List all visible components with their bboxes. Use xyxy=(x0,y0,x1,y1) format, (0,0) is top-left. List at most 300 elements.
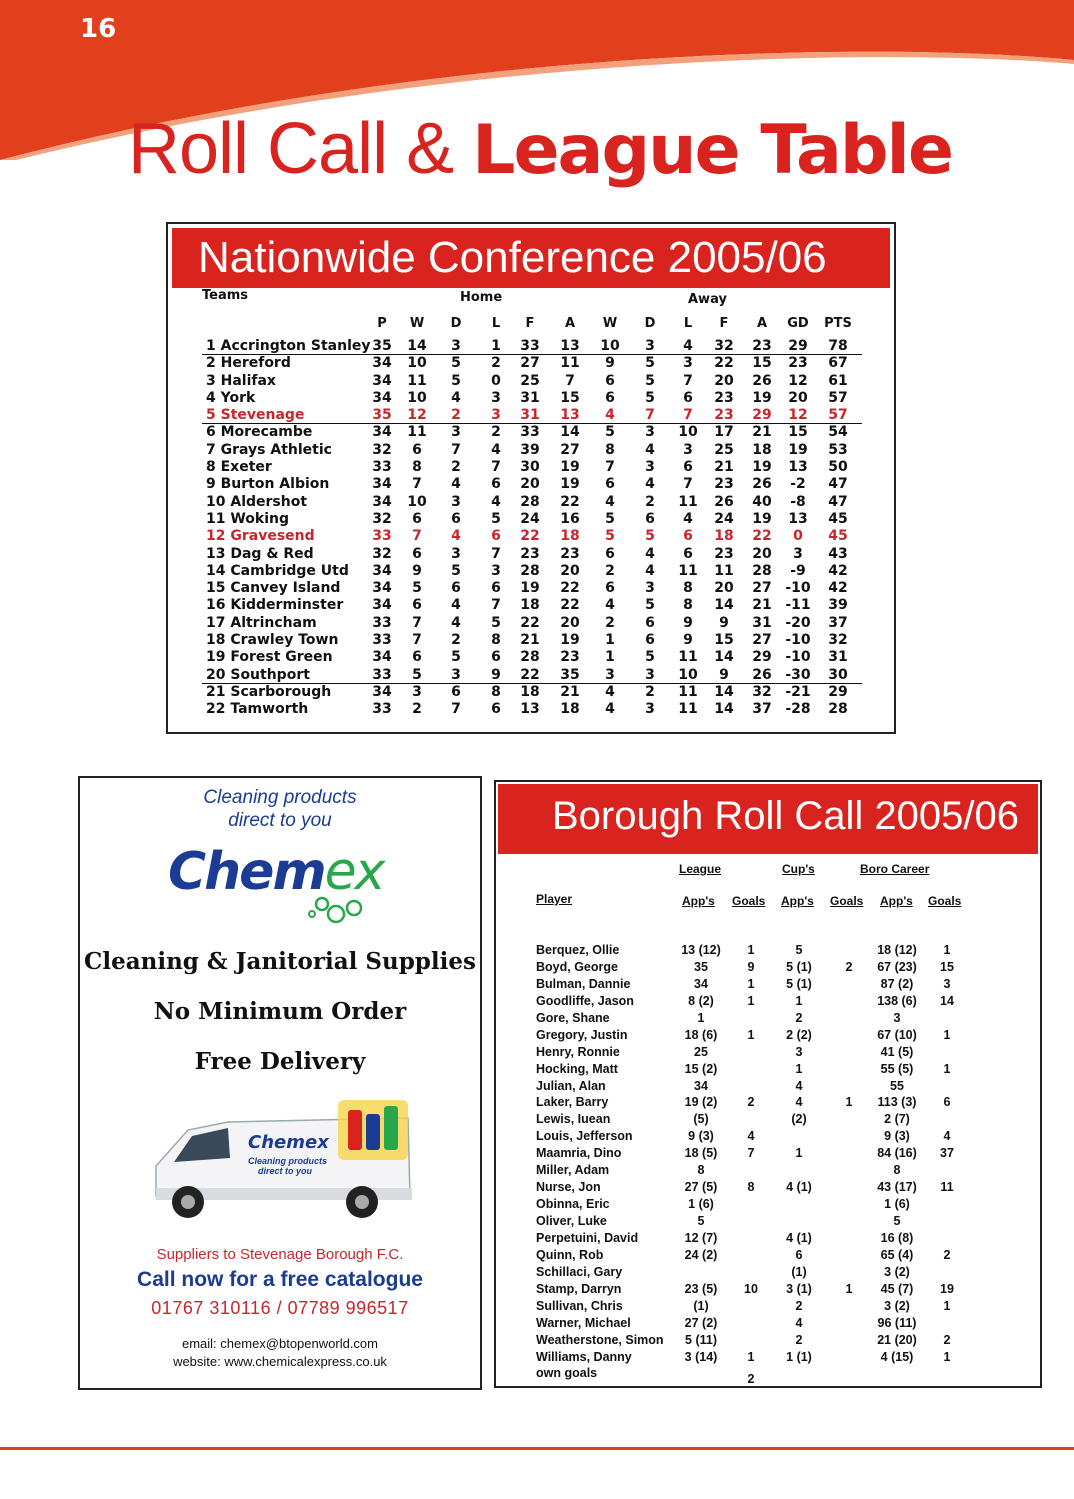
stat-ba: 21 (20) xyxy=(877,1332,917,1347)
stat-cell: 5 xyxy=(451,355,461,372)
stat-la: 5 (11) xyxy=(685,1332,717,1347)
roll-call-row xyxy=(536,1247,1036,1264)
roll-call-row xyxy=(536,942,1036,959)
home-label: Home xyxy=(460,290,503,305)
stat-cell: 42 xyxy=(828,580,848,597)
league-row xyxy=(202,355,862,372)
stat-cell: 6 xyxy=(412,597,422,614)
stat-cell: 7 xyxy=(605,459,615,476)
page-title-part1: Roll Call & xyxy=(128,109,473,189)
league-row xyxy=(202,407,862,424)
stat-cell: 11 xyxy=(560,355,580,372)
stat-cell: 27 xyxy=(752,632,772,649)
stat-cell: 10 xyxy=(407,389,427,406)
player-name: Sullivan, Chris xyxy=(536,1298,623,1313)
stat-cell: 6 xyxy=(491,649,501,666)
stat-cell: 28 xyxy=(752,562,772,579)
stat-ca: 2 (2) xyxy=(786,1027,812,1042)
stat-cell: 33 xyxy=(520,424,540,441)
league-column-header xyxy=(202,312,862,336)
stat-cell: 29 xyxy=(828,683,848,700)
column-header-cell: A xyxy=(564,316,576,331)
stat-cell: 4 xyxy=(645,562,655,579)
stat-ca: 4 (1) xyxy=(786,1230,812,1245)
stat-cell: 33 xyxy=(372,459,392,476)
stat-cell: 5 xyxy=(605,424,615,441)
stat-cell: 14 xyxy=(714,597,734,614)
stat-cg: 1 xyxy=(845,1095,853,1110)
stat-la: 5 xyxy=(697,1214,705,1228)
column-header-cell: F xyxy=(719,316,729,331)
stat-cell: 9 xyxy=(605,355,615,372)
stat-cell: 35 xyxy=(560,666,580,683)
ad-tagline xyxy=(80,786,480,832)
column-header-cell: L xyxy=(491,316,501,331)
stat-cell: 16 xyxy=(560,510,580,527)
stat-cell: 20 xyxy=(560,562,580,579)
stat-cell: 43 xyxy=(828,545,848,562)
stat-cell: 2 xyxy=(451,407,461,424)
stat-cell: 53 xyxy=(828,441,848,458)
stat-cell: 39 xyxy=(520,441,540,458)
stat-cell: 6 xyxy=(605,545,615,562)
stat-cell: 19 xyxy=(752,459,772,476)
ad-tagline-line1: Cleaning products xyxy=(203,787,357,808)
page-title xyxy=(128,108,952,190)
stat-cell: 7 xyxy=(565,372,575,389)
league-table xyxy=(202,312,862,719)
league-row xyxy=(202,615,862,632)
stat-cell: 34 xyxy=(372,597,392,614)
roll-call-row xyxy=(536,1111,1036,1128)
group-career-label: Boro Career xyxy=(860,862,930,876)
stat-ca: 2 xyxy=(795,1332,803,1347)
stat-cell: 6 xyxy=(412,510,422,527)
stat-ca: 4 xyxy=(795,1078,803,1093)
stat-cell: 33 xyxy=(372,632,392,649)
stat-cell: 5 xyxy=(491,510,501,527)
ad-line-supplies: Cleaning & Janitorial Supplies xyxy=(84,948,476,975)
team-name: 19 Forest Green xyxy=(206,649,333,666)
stat-cell: 6 xyxy=(412,649,422,666)
stat-cell: 10 xyxy=(600,338,620,354)
stat-la: 1 (6) xyxy=(688,1197,714,1212)
stat-cell: 5 xyxy=(605,528,615,545)
page-number: 16 xyxy=(80,14,117,44)
stat-la: 1 xyxy=(697,1010,705,1025)
stat-ba: 16 (8) xyxy=(880,1230,914,1245)
stat-ba: 84 (16) xyxy=(877,1146,917,1161)
stat-cell: 22 xyxy=(520,528,540,545)
stat-cell: -11 xyxy=(785,597,811,614)
stat-cell: 6 xyxy=(491,580,501,597)
player-name: Laker, Barry xyxy=(536,1095,609,1110)
stat-lg: 4 xyxy=(747,1129,755,1144)
stat-cell: 61 xyxy=(828,372,848,389)
stat-cell: -10 xyxy=(785,632,811,649)
stat-cell: 32 xyxy=(372,545,392,562)
stat-cell: 54 xyxy=(828,424,848,441)
stat-cell: 18 xyxy=(520,597,540,614)
stat-cell: 5 xyxy=(412,580,422,597)
stat-cell: 2 xyxy=(605,562,615,579)
stat-ba: 138 (6) xyxy=(877,993,917,1008)
stat-cell: 39 xyxy=(828,597,848,614)
stat-cell: 11 xyxy=(678,493,698,510)
stat-cell: 19 xyxy=(560,459,580,476)
roll-call-row xyxy=(536,1365,1036,1387)
roll-call-row xyxy=(536,1349,1036,1366)
roll-call-row xyxy=(536,1298,1036,1315)
stat-ba: 43 (17) xyxy=(877,1180,917,1195)
van-text1: Cleaning products xyxy=(248,1156,328,1166)
stat-cell: 35 xyxy=(372,407,392,424)
stat-cell: 23 xyxy=(714,476,734,493)
stat-cell: 22 xyxy=(560,597,580,614)
stat-ca: 5 xyxy=(795,943,803,957)
stat-cell: 7 xyxy=(412,528,422,545)
stat-cell: 35 xyxy=(372,338,392,354)
stat-cg: 1 xyxy=(845,1281,853,1296)
column-header-cell: A xyxy=(756,316,768,331)
away-label: Away xyxy=(688,292,727,307)
roll-call-table xyxy=(536,942,1036,1387)
stat-cell: 4 xyxy=(451,476,461,493)
league-row xyxy=(202,667,862,684)
player-name: Perpetuini, David xyxy=(536,1230,639,1245)
stat-cell: 10 xyxy=(407,493,427,510)
stat-cell: 14 xyxy=(714,683,734,700)
roll-call-row xyxy=(536,1213,1036,1230)
player-name: Louis, Jefferson xyxy=(536,1129,633,1144)
league-row xyxy=(202,511,862,528)
stat-cell: -28 xyxy=(785,701,811,718)
stat-bg: 1 xyxy=(943,1349,951,1364)
stat-cell: 6 xyxy=(605,476,615,493)
stat-cell: 6 xyxy=(491,701,501,718)
league-row xyxy=(202,476,862,493)
stat-ca: 5 (1) xyxy=(786,959,812,974)
stat-ba: 45 (7) xyxy=(880,1281,914,1296)
stat-cell: 26 xyxy=(752,476,772,493)
stat-cell: 40 xyxy=(752,493,772,510)
roll-call-row xyxy=(536,1230,1036,1247)
roll-call-row xyxy=(536,1332,1036,1349)
stat-la: 19 (2) xyxy=(684,1095,718,1110)
stat-cell: 22 xyxy=(520,666,540,683)
stat-ba: 4 (15) xyxy=(880,1349,914,1364)
stat-cell: 6 xyxy=(451,510,461,527)
league-table-title: Nationwide Conference 2005/06 xyxy=(172,228,890,288)
roll-call-row xyxy=(536,1027,1036,1044)
col-player-label: Player xyxy=(536,892,573,906)
stat-la: (5) xyxy=(693,1112,709,1127)
team-name: 9 Burton Albion xyxy=(206,476,330,493)
stat-cell: 7 xyxy=(645,407,655,424)
stat-lg: 9 xyxy=(747,959,755,974)
teams-label: Teams xyxy=(202,288,249,303)
stat-la: 15 (2) xyxy=(684,1061,718,1076)
stat-cell: 2 xyxy=(645,683,655,700)
stat-cell: 23 xyxy=(714,389,734,406)
stat-cell: 32 xyxy=(714,338,734,354)
team-name: 21 Scarborough xyxy=(206,683,332,700)
stat-cell: 3 xyxy=(605,666,615,683)
van-text2: direct to you xyxy=(258,1166,313,1176)
stat-cell: -21 xyxy=(785,683,811,700)
logo-part2: ex xyxy=(324,842,384,902)
stat-la: 8 xyxy=(697,1163,705,1178)
stat-cell: 34 xyxy=(372,562,392,579)
stat-cell: 6 xyxy=(451,580,461,597)
stat-cell: 6 xyxy=(491,528,501,545)
stat-cell: 3 xyxy=(451,545,461,562)
stat-cell: 6 xyxy=(605,389,615,406)
stat-ca: 2 xyxy=(795,1010,803,1025)
stat-cell: 7 xyxy=(491,459,501,476)
stat-cell: 24 xyxy=(520,510,540,527)
stat-la: 9 (3) xyxy=(688,1129,714,1144)
stat-lg: 2 xyxy=(747,1372,755,1387)
stat-bg: 2 xyxy=(943,1332,951,1347)
stat-ba: 113 (3) xyxy=(877,1095,917,1110)
stat-cell: 22 xyxy=(752,528,772,545)
team-name: 16 Kidderminster xyxy=(206,597,344,614)
league-row xyxy=(202,649,862,666)
stat-cell: 11 xyxy=(678,562,698,579)
stat-cell: 45 xyxy=(828,510,848,527)
stat-cell: 3 xyxy=(645,580,655,597)
col-cup-apps: App's xyxy=(781,894,814,908)
stat-cell: 3 xyxy=(683,441,693,458)
league-row xyxy=(202,701,862,718)
stat-cell: 11 xyxy=(714,562,734,579)
stat-cell: 14 xyxy=(714,701,734,718)
stat-cell: 34 xyxy=(372,389,392,406)
stat-ca: 3 xyxy=(795,1044,803,1059)
stat-ba: 41 (5) xyxy=(880,1044,914,1059)
bubbles-icon xyxy=(308,890,388,930)
stat-cell: 7 xyxy=(683,407,693,424)
stat-cell: 7 xyxy=(412,614,422,631)
stat-cell: 3 xyxy=(793,545,803,562)
stat-cell: 6 xyxy=(645,614,655,631)
column-header-cell: W xyxy=(409,316,425,331)
stat-lg: 1 xyxy=(747,976,755,991)
stat-la: 3 (14) xyxy=(684,1349,718,1364)
stat-cell: 2 xyxy=(491,424,501,441)
stat-cell: 0 xyxy=(793,528,803,545)
stat-cell: 5 xyxy=(451,649,461,666)
stat-cell: 34 xyxy=(372,372,392,389)
stat-bg: 15 xyxy=(940,959,954,974)
player-name: Berquez, Ollie xyxy=(536,943,620,957)
stat-cell: 3 xyxy=(451,666,461,683)
stat-cell: 33 xyxy=(520,338,540,354)
stat-cell: 30 xyxy=(828,666,848,683)
roll-call-row xyxy=(536,959,1036,976)
stat-cell: 2 xyxy=(451,459,461,476)
stat-cell: 8 xyxy=(683,597,693,614)
stat-cell: 19 xyxy=(788,441,808,458)
stat-cell: 6 xyxy=(491,476,501,493)
stat-cell: 6 xyxy=(412,545,422,562)
stat-cell: 9 xyxy=(412,562,422,579)
stat-cell: -20 xyxy=(785,614,811,631)
stat-cell: 57 xyxy=(828,407,848,424)
stat-cell: 3 xyxy=(451,338,461,354)
stat-cell: 4 xyxy=(605,597,615,614)
ad-line-minimum: No Minimum Order xyxy=(153,998,407,1025)
column-header-cell: F xyxy=(525,316,535,331)
stat-cell: -30 xyxy=(785,666,811,683)
page-title-part2: League Table xyxy=(472,111,952,190)
roll-call-row xyxy=(536,1128,1036,1145)
stat-cell: 7 xyxy=(451,441,461,458)
stat-cell: 34 xyxy=(372,493,392,510)
stat-bg: 3 xyxy=(943,976,951,991)
player-name: Quinn, Rob xyxy=(536,1247,604,1262)
col-league-goals: Goals xyxy=(732,894,766,908)
stat-la: 24 (2) xyxy=(684,1247,718,1262)
stat-ca: 4 xyxy=(795,1095,803,1110)
stat-cell: 9 xyxy=(491,666,501,683)
player-name: Weatherstone, Simon xyxy=(536,1332,664,1347)
stat-ca: 1 (1) xyxy=(786,1349,812,1364)
stat-cell: 4 xyxy=(605,683,615,700)
stat-cell: 15 xyxy=(560,389,580,406)
stat-cell: 7 xyxy=(491,597,501,614)
ad-tagline-line2: direct to you xyxy=(228,810,332,831)
stat-ba: 3 xyxy=(893,1010,901,1025)
stat-cell: 33 xyxy=(372,701,392,718)
stat-ba: 3 (2) xyxy=(884,1298,910,1313)
roll-call-row xyxy=(536,1078,1036,1095)
stat-cell: 3 xyxy=(645,424,655,441)
stat-cell: -8 xyxy=(790,493,806,510)
stat-cell: 32 xyxy=(752,683,772,700)
stat-cell: 2 xyxy=(412,701,422,718)
stat-cell: 18 xyxy=(560,528,580,545)
stat-cell: 7 xyxy=(412,476,422,493)
stat-cell: 6 xyxy=(645,510,655,527)
stat-cell: 33 xyxy=(372,666,392,683)
team-name: 8 Exeter xyxy=(206,459,272,476)
stat-lg: 10 xyxy=(744,1281,758,1296)
stat-cell: 14 xyxy=(560,424,580,441)
roll-call-row xyxy=(536,976,1036,993)
stat-cell: 5 xyxy=(645,649,655,666)
stat-la: 27 (2) xyxy=(684,1315,718,1330)
stat-cell: 32 xyxy=(372,510,392,527)
roll-call-row xyxy=(536,1179,1036,1196)
stat-cell: 6 xyxy=(605,580,615,597)
stat-cell: 47 xyxy=(828,493,848,510)
stat-cell: 27 xyxy=(752,580,772,597)
team-name: 22 Tamworth xyxy=(206,701,309,718)
stat-cell: 2 xyxy=(451,632,461,649)
player-name: Henry, Ronnie xyxy=(536,1044,620,1059)
stat-ca: 1 xyxy=(795,1061,803,1076)
stat-la: 12 (7) xyxy=(684,1230,718,1245)
stat-cell: 23 xyxy=(560,545,580,562)
stat-cell: 20 xyxy=(788,389,808,406)
stat-cell: 12 xyxy=(407,407,427,424)
league-row xyxy=(202,580,862,597)
logo-part1: Chem xyxy=(168,842,325,902)
stat-cell: 26 xyxy=(752,666,772,683)
stat-cell: 26 xyxy=(752,372,772,389)
ad-website: website: www.chemicalexpress.co.uk xyxy=(173,1354,387,1369)
stat-cell: 6 xyxy=(645,632,655,649)
stat-ca: 4 (1) xyxy=(786,1180,812,1195)
stat-cell: 30 xyxy=(520,459,540,476)
team-name: 3 Halifax xyxy=(206,372,276,389)
stat-cell: 2 xyxy=(491,355,501,372)
stat-cell: 3 xyxy=(451,493,461,510)
stat-cell: 20 xyxy=(520,476,540,493)
stat-cell: 4 xyxy=(645,545,655,562)
roll-call-row xyxy=(536,1162,1036,1179)
stat-cell: 23 xyxy=(714,407,734,424)
stat-cell: 34 xyxy=(372,649,392,666)
stat-cell: 8 xyxy=(491,632,501,649)
stat-la: 27 (5) xyxy=(684,1180,718,1195)
player-name: Schillaci, Gary xyxy=(536,1264,623,1279)
stat-cell: 20 xyxy=(752,545,772,562)
stat-la: 25 xyxy=(694,1044,708,1059)
league-row xyxy=(202,597,862,614)
stat-cell: 7 xyxy=(683,372,693,389)
stat-ca: 6 xyxy=(795,1247,803,1262)
column-header-cell: L xyxy=(683,316,693,331)
stat-cell: 3 xyxy=(451,424,461,441)
stat-la: 34 xyxy=(694,976,708,991)
stat-cell: 31 xyxy=(520,407,540,424)
column-header-cell: PTS xyxy=(824,316,852,331)
col-career-goals: Goals xyxy=(928,894,962,908)
stat-cell: 6 xyxy=(451,683,461,700)
stat-cell: 10 xyxy=(678,424,698,441)
stat-ca: 5 (1) xyxy=(786,976,812,991)
player-name: Williams, Danny xyxy=(536,1349,632,1364)
stat-ba: 18 (12) xyxy=(877,943,917,957)
stat-cell: 29 xyxy=(752,649,772,666)
league-row xyxy=(202,338,862,355)
stat-cell: 3 xyxy=(645,459,655,476)
team-name: 4 York xyxy=(206,389,256,406)
stat-cell: 31 xyxy=(828,649,848,666)
roll-call-row xyxy=(536,1281,1036,1298)
stat-la: (1) xyxy=(693,1298,709,1313)
roll-call-panel xyxy=(494,780,1042,1388)
stat-cell: 4 xyxy=(683,338,693,354)
player-name: Nurse, Jon xyxy=(536,1180,601,1195)
stat-lg: 1 xyxy=(747,1349,755,1364)
stat-cell: 21 xyxy=(752,597,772,614)
stat-cell: 18 xyxy=(752,441,772,458)
stat-cell: 7 xyxy=(451,701,461,718)
stat-bg: 14 xyxy=(940,993,954,1008)
stat-cell: 21 xyxy=(520,632,540,649)
stat-cell: 19 xyxy=(520,580,540,597)
roll-call-title: Borough Roll Call 2005/06 xyxy=(498,784,1038,854)
stat-cell: 4 xyxy=(491,441,501,458)
stat-cell: 11 xyxy=(407,372,427,389)
delivery-van-image xyxy=(148,1096,418,1226)
roll-call-row xyxy=(536,1010,1036,1027)
stat-cell: 19 xyxy=(560,476,580,493)
